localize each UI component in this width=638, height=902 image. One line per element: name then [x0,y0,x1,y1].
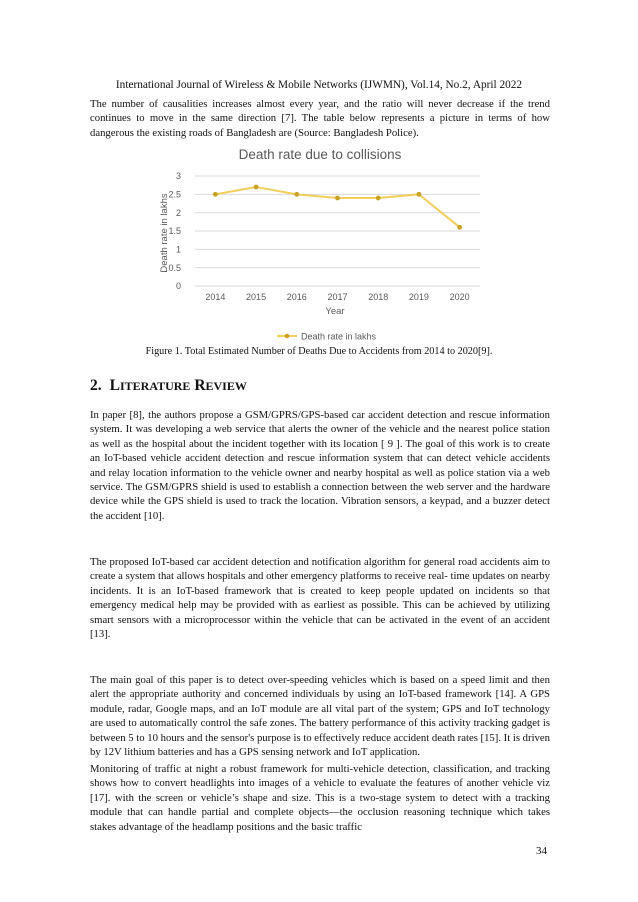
x-tick-labels [205,292,469,302]
gridlines [195,176,480,286]
y-tick-label: 0 [175,281,181,292]
chart-title: Death rate due to collisions [238,147,402,162]
y-tick-label: 2.5 [168,189,181,200]
data-point [254,185,259,190]
y-tick-label: 1.5 [168,226,181,237]
data-point [417,192,422,197]
y-tick-labels [168,171,181,291]
section-heading [90,377,247,395]
x-tick-label: 2020 [449,292,470,302]
legend-label: Death rate in lakhs [301,331,377,342]
section-title-initial-1: L [109,377,120,394]
section-title-initial-2: R [194,377,206,394]
legend [277,332,377,342]
data-points [213,185,462,230]
data-point [376,196,381,201]
running-header: International Journal of Wireless & Mobile Networks (IJWMN), Vol.14, No.2, April 2022 [115,79,523,91]
section-title-rest-2: EVIEW [205,379,247,393]
x-axis-label: Year [325,306,345,317]
legend-marker-swatch [285,334,290,339]
intro-paragraph: The number of causalities increases almost every year, and the ratio will never decrease if the trend continues to move in the same direction [7]. The table below represents a picture in terms of how dangerous the existing roads of Bangladesh are (Source: Bangladesh Police). [90,98,550,139]
x-tick-label: 2018 [368,292,389,302]
figure-caption: Figure 1. Total Estimated Number of Deaths Due to Accidents from 2014 to 2020[9]. [145,346,493,357]
data-point [335,196,340,201]
paragraph-1: In paper [8], the authors propose a GSM/GPRS/GPS-based car accident detection and rescue information system. It was developing a web service that alerts the owner of the vehicle and the nearest police station as well as the hospital about the incident together with its location [ 9 ]. The goal of this work is to create an IoT-based vehicle accident detection and rescue information system that can detect vehicle accidents and relay location information to the vehicle owner and nearby hospital as well as police station via a web service. The GSM/GPRS shield is used to establish a connection between the web server and the hardware device while the GPS shield is used to track the location. Vibration sensors, a keypad, and a buzzer detect the accident [10]. [90,409,550,522]
section-title-rest-1: ITERATURE [119,379,191,393]
series-line [215,187,459,227]
y-tick-label: 2 [175,207,181,218]
paragraph-3: The main goal of this paper is to detect over-speeding vehicles which is based on a speed limit and then alert the appropriate authority and concerned individuals by using an IoT-based framework [14]. A GPS module, radar, Google maps, and an IoT module are all vital part of the system; GPS and IoT technology are used to automatically control the safe zones. The battery performance of this activity tracking gadget is between 5 to 10 hours and the sensor's purpose is to effectively reduce accident death rates [15]. It is driven by 12V lithium batteries and has a GPS sensing network and IoT application. [90,674,550,759]
y-tick-label: 0.5 [168,262,181,273]
section-number: 2. [90,377,102,394]
paragraph-2: The proposed IoT-based car accident detection and notification algorithm for general road accidents aim to create a system that allows hospitals and other emergency platforms to receive real- time updates on nearby incidents. It is an IoT-based framework that is created to keep people updated on incidents so that emergency medical help may be provided with as earliest as possible. This can be achieved by utilizing smart sensors with a microprocessor within the vehicle that can be activated in the event of an accident [13]. [90,556,550,641]
y-tick-label: 1 [175,244,181,255]
data-point [457,225,462,230]
line-chart [140,142,500,350]
x-tick-label: 2015 [246,292,267,302]
x-tick-label: 2017 [327,292,348,302]
x-tick-label: 2019 [408,292,429,302]
x-tick-label: 2014 [205,292,226,302]
y-axis-label: Death rate in lakhs [159,193,170,273]
data-point [213,192,218,197]
death-rate-chart [140,142,500,350]
page-number: 34 [536,845,547,857]
x-tick-label: 2016 [286,292,307,302]
paragraph-4: Monitoring of traffic at night a robust framework for multi-vehicle detection, classification, and tracking shows how to convert headlights into images of a vehicle to evaluate the features of another vehicle viz [17]. with the screen or vehicle’s shape and size. This is a two-stage system to detect with a tracking module that can handle partial and complete objects—the occlusion reasoning technique which takes stakes advantage of the headlamp positions and the basic traffic [90,763,550,833]
data-point [294,192,299,197]
y-tick-label: 3 [175,171,181,182]
